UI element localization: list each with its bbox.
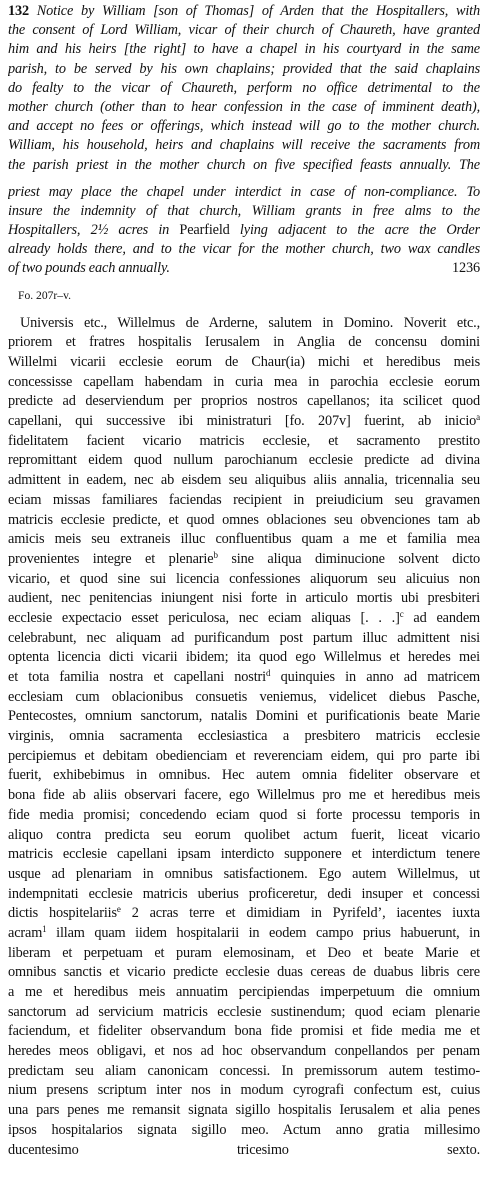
latin-line: ecclesie expectacio esset periculosa, nec eciam aliquas [. . .]$^c$ ad eandem [8, 608, 480, 626]
latin-line: ipsos hospitalarios signata sigillo meo. Actum anno gratia millesimo [8, 1121, 480, 1138]
charter-number: 132 [8, 3, 29, 19]
latin-line: Universis etc., Willelmus de Arderne, salutem in Domino. Noverit etc., [20, 314, 480, 331]
summary-line: insure the indemnity of that church, William grants in free alms to the [8, 202, 480, 219]
summary-line: of two pounds each annually. 1236 [8, 259, 480, 278]
summary-line: parish, to be served by his own chaplains; provided that the said chaplains [8, 60, 480, 77]
page-break-gap [8, 175, 480, 183]
summary-line: mother church (other than to hear confession in the case of imminent death), [8, 98, 480, 115]
latin-line: indempnitati ecclesie matricis uberius proficeretur, dedi insuper et concessi [8, 885, 480, 902]
latin-line: matricis ecclesie predicte, et quod omnes oblaciones seu obvenciones tam ab [8, 511, 480, 528]
latin-line: priorem et fratres hospitalis Ierusalem in Anglia de concensu domini [8, 334, 480, 351]
latin-line [8, 1160, 480, 1180]
summary-line: 132 Notice by William [son of Thomas] of Arden that the Hospitallers, with [8, 3, 480, 19]
place-name: Pearfield [179, 222, 230, 239]
latin-line: provenientes integre et plenarie$^b$ sine aliqua diminucione solvent dicto [8, 549, 480, 567]
summary-line: William, his household, heirs and chaplains will receive the sacraments from [8, 137, 480, 154]
footnote-mark: b [213, 549, 218, 560]
footnote-mark: a [476, 412, 480, 423]
latin-line: usque ad plenariam in omnibus satisfactionem. Ego autem Willelmus, ut [8, 865, 480, 882]
latin-line: vicario, et quod sine sui licencia confessiones aliquorum seu alicuius non [8, 570, 480, 587]
folio-reference: Fo. 207r–v. [18, 288, 72, 302]
latin-line: virginis, omnia sacramenta ecclesiastica a presbitero matricis ecclesie [8, 728, 480, 745]
latin-line: fidelitatem facient vicario matricis ecclesie, et sacramento prestito [8, 432, 480, 449]
latin-line: a me et heredibus meis annuatim percipiendas imperpetuum die omnium [8, 984, 480, 1000]
latin-line: audient, nec penitencias iniungent nisi forte in articulo mortis ubi presbiteri [8, 590, 480, 607]
latin-line: capellani, qui successive ibi ministraturi [fo. 207v] fuerint, ab inicio$^a$ [8, 412, 480, 430]
latin-line: admittent in eadem, nec ab eisdem seu aliquibus aliis annalia, tricennalia seu [8, 472, 480, 489]
latin-line: faciendum, et fideliter observandum bona fide promisi et fide media me et [8, 1023, 480, 1040]
latin-line: ducentesimo tricesimo sexto. [8, 1141, 480, 1158]
latin-line: eciam missas familiares faciendas recipient in preiudicium seu gravamen [8, 491, 480, 508]
summary-line: the consent of Lord William, vicar of their church of Chaureth, have granted [8, 22, 480, 39]
summary-line: priest may place the chapel under interdict in case of non-compliance. To [8, 183, 480, 200]
latin-line: bona fide ab aliis observari facere, ego Willelmus pro me et heredibus meis [8, 787, 480, 804]
fraction: 2½ [90, 222, 109, 239]
charter-date: 1236 [452, 260, 480, 277]
latin-line: liberam et perpetuam et puram elemosinam, et Deo et beate Marie et [8, 944, 480, 961]
latin-line: celebrabunt, nec aliquam ad purificandum post partum illuc admittent nisi [8, 629, 480, 646]
summary-line: him and his heirs [the right] to have a chapel in his courtyard in the same [8, 41, 480, 58]
summary-line: already holds there, and to the vicar for the mother church, two wax candles [8, 241, 480, 258]
latin-line: omnibus sanctis et vicario predicte ecclesie duas cereas de duabus libris cere [8, 964, 480, 981]
latin-line: optenta licencia dicti vicarii ibidem; ita quod ego Willelmus et heredes mei [8, 649, 480, 666]
latin-line: amicis meis seu extraneis illuc confluentibus quam a me et familia mea [8, 531, 480, 548]
latin-line: Pentecostes, omnium sanctorum, natalis Domini et purificationis beate Marie [8, 708, 480, 725]
charter-summary [8, 2, 480, 279]
latin-text [8, 314, 480, 1180]
footnote-mark: d [265, 668, 271, 678]
summary-line: the parish priest in the mother church on five specified feasts annually. The [8, 156, 480, 173]
latin-line: Willelmi vicarii ecclesie eorum de Chaur(ia) michi et heredibus meis [8, 354, 480, 370]
latin-line: ecclesiam cum oblacionibus consuetis veniemus, videlicet diebus Pasche, [8, 688, 480, 705]
footnote-mark: 1 [42, 923, 47, 934]
latin-line: heredes meos obligavi, et nos ad hoc observandum conpellandos per penam [8, 1043, 480, 1060]
footnote-mark: c [399, 608, 404, 619]
latin-line: nium presens scriptum inter nos in modum cyrografi confectum est, cuius [8, 1082, 480, 1099]
latin-line: et tota familia nostra et capellani nostri$^d$ quinquies in anno ad matricem [8, 668, 480, 685]
latin-line: fide media promisi; concedendo eciam quod si forte processu temporis in [8, 806, 480, 823]
latin-line: percipiemus et debitam obedienciam et reverenciam eidem, qui pro parte ibi [8, 747, 480, 764]
summary-line: do fealty to the vicar of Chaureth, perform no office detrimental to the [8, 79, 480, 96]
latin-line: predictam seu aliam canonicam concessi. In premissorum autem testimo- [8, 1062, 480, 1079]
latin-line: sanctorum ad servicium matricis ecclesie sustinendum; quod eciam plenarie [8, 1003, 480, 1020]
latin-line: matricis ecclesie capellani ipsam interdicto supponere et interdictum tenere [8, 846, 480, 863]
latin-line: aliquo contra predicta seu eorum quolibet actum fuerit, liceat vicario [8, 826, 480, 843]
latin-line: repromittant eidem quod nullum parochianum ecclesie predicte ad divina [8, 452, 480, 469]
latin-line: acram$^1$ illam quam iidem hospitalarii in eodem campo prius habuerunt, in [8, 923, 480, 941]
latin-line: una pars penes me remansit signata sigillo hospitalis Ierusalem et alia penes [8, 1102, 480, 1119]
latin-line: dictis hospitelariis$^e$ 2 acras terre et dimidiam in Pyrifeld’, iacentes iuxta [8, 904, 480, 922]
latin-line: concessisse capellam habendam in curia mea in parochia ecclesie eorum [8, 373, 480, 390]
summary-line: and accept no fees or offerings, which instead will go to the mother church. [8, 118, 480, 135]
latin-line: fuerit, exhibebimus in omnibus. Hec autem omnia fideliter observare et [8, 767, 480, 784]
latin-line: predicte ad deserviendum per proprios nostros capellanos; ita scilicet quod [8, 393, 480, 410]
footnote-mark: e [116, 904, 121, 915]
summary-line: Hospitallers, 2½ acres in Pearfield lying adjacent to the acre the Order [8, 222, 480, 239]
